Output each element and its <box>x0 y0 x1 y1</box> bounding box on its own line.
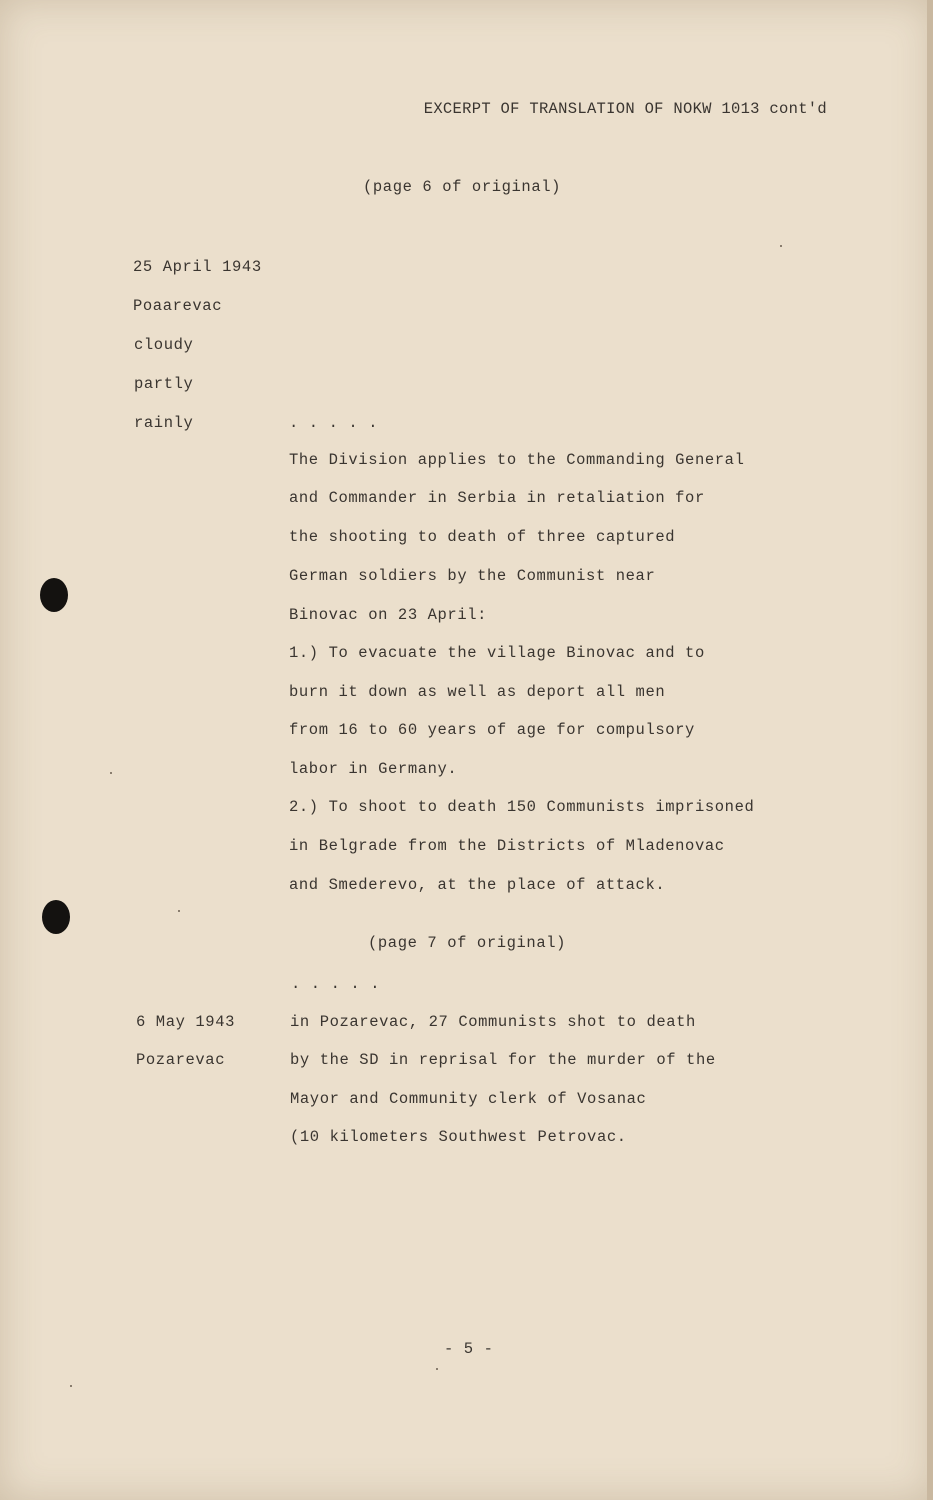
entry1-weather-1: cloudy <box>134 336 194 354</box>
document-header: EXCERPT OF TRANSLATION OF NOKW 1013 cont'd <box>423 100 827 118</box>
entry1-line-2: and Commander in Serbia in retaliation for <box>289 489 705 507</box>
ellipsis-2: . . . . . <box>291 975 381 993</box>
entry1-line-8: from 16 to 60 years of age for compulsory <box>289 721 695 739</box>
entry2-line-1: in Pozarevac, 27 Communists shot to death <box>290 1013 696 1031</box>
paper-speck <box>436 1368 438 1370</box>
entry1-line-9: labor in Germany. <box>289 760 458 778</box>
entry2-date: 6 May 1943 <box>136 1013 236 1031</box>
paper-speck <box>70 1385 72 1387</box>
paper-speck <box>178 910 180 912</box>
entry2-place: Pozarevac <box>136 1051 226 1069</box>
entry1-place: Poaarevac <box>133 297 223 315</box>
page-marker-7: (page 7 of original) <box>368 934 567 952</box>
entry1-line-4: German soldiers by the Communist near <box>289 567 656 585</box>
entry1-line-5: Binovac on 23 April: <box>289 606 488 624</box>
punch-hole-bottom <box>42 900 70 934</box>
entry1-weather-2: partly <box>134 375 194 393</box>
paper-speck <box>110 772 112 774</box>
entry2-line-2: by the SD in reprisal for the murder of the <box>290 1051 716 1069</box>
entry1-line-12: and Smederevo, at the place of attack. <box>289 876 666 894</box>
entry2-line-4: (10 kilometers Southwest Petrovac. <box>290 1128 627 1146</box>
entry1-line-1: The Division applies to the Commanding General <box>289 451 745 469</box>
entry1-line-10: 2.) To shoot to death 150 Communists imprisoned <box>289 798 755 816</box>
page-marker-6: (page 6 of original) <box>363 178 562 196</box>
entry1-line-7: burn it down as well as deport all men <box>289 683 666 701</box>
entry1-line-11: in Belgrade from the Districts of Mladenovac <box>289 837 725 855</box>
page-number: - 5 - <box>444 1340 494 1358</box>
entry1-ellipsis: . . . . . <box>289 414 379 432</box>
entry2-line-3: Mayor and Community clerk of Vosanac <box>290 1090 647 1108</box>
entry1-weather-3: rainly <box>134 414 194 432</box>
paper-speck <box>780 245 782 247</box>
entry1-date: 25 April 1943 <box>133 258 262 276</box>
entry1-line-3: the shooting to death of three captured <box>289 528 676 546</box>
punch-hole-top <box>40 578 68 612</box>
entry1-line-6: 1.) To evacuate the village Binovac and to <box>289 644 705 662</box>
